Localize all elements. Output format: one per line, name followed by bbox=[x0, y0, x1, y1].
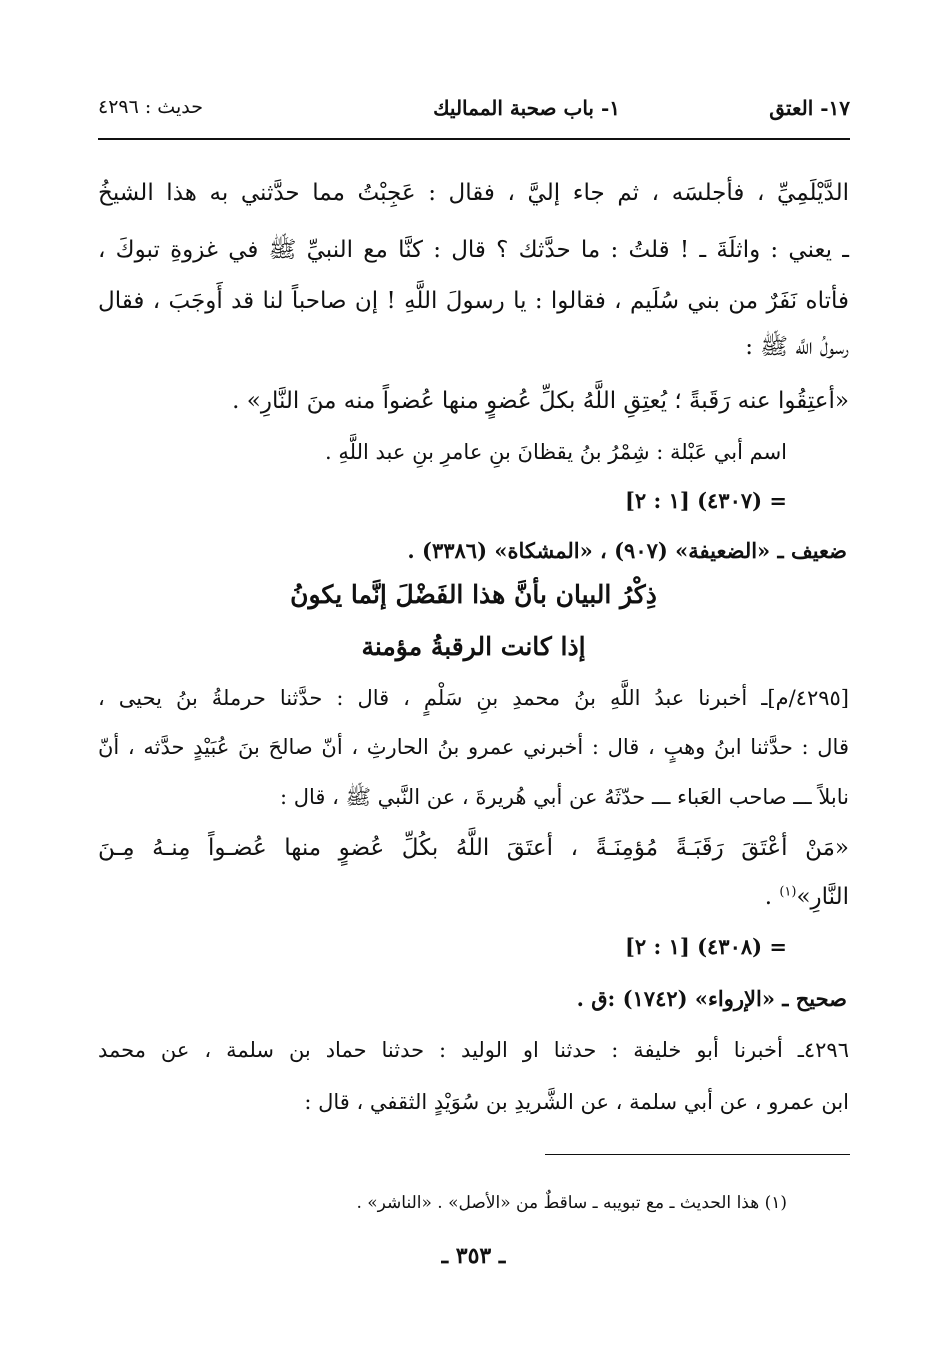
footnote-rule bbox=[545, 1154, 850, 1155]
text-line: نابلاً ـــ صاحب العَباء ـــ حدّثَهُ عن أبي هُريرةَ ، عن النَّبي ﷺ ، قال : bbox=[280, 785, 849, 809]
text-line: الدَّيْلَمِيِّ ، فأجلسَه ، ثم جاء إليَّ ، فقال : عَجِبْتُ مما حدَّثني به هذا الشيخُ bbox=[98, 180, 849, 206]
footnote-marker: (١) bbox=[779, 884, 797, 900]
page-number: ـ ٣٥٣ ـ bbox=[441, 1243, 506, 1269]
section-heading-line1: ذِكْرُ البيان بأنَّ هذا الفَضْلَ إنَّما يكونُ bbox=[290, 580, 657, 609]
grading-line: ضعيف ـ «الضعيفة» (٩٠٧) ، «المشكاة» (٣٣٨٦) . bbox=[407, 538, 847, 563]
quote-period: . bbox=[764, 884, 780, 910]
section-title: ١- باب صحبة المماليك bbox=[433, 96, 620, 120]
section-heading-line2: إذا كانت الرقبةُ مؤمنة bbox=[361, 632, 586, 661]
header-rule bbox=[98, 138, 850, 140]
text-line: قال : حدَّثنا ابنُ وهبٍ ، قال : أخبرني عمرو بنُ الحارثِ ، أنّ صالحَ بنَ عُبَيْدٍ حدَّثه ، أنّ bbox=[98, 735, 849, 759]
text-line: ـ يعني : واثلَةَ ـ ! قلتُ : ما حدَّثك ؟ قال : كنَّا مع النبيِّ ﷺ في غزوةِ تبوكَ ، bbox=[98, 237, 849, 263]
text-line: فأتاه نَفَرٌ من بني سُلَيم ، فقالوا : يا رسولَ اللَّهِ ! إن صاحباً لنا قد أَوجَبَ ، فقال bbox=[98, 288, 849, 314]
hadith-quote: «أعتِقُوا عنه رَقَبةً ؛ يُعتِقِ اللَّهُ بكلِّ عُضوٍ منها عُضواً منه منَ النَّارِ» . bbox=[232, 388, 849, 414]
hadith-number: حديث : ٤٢٩٦ bbox=[98, 96, 203, 118]
text-line: ٤٢٩٦ـ أخبرنا أبو خليفة : حدثنا او الوليد : حدثنا حماد بن سلمة ، عن محمد bbox=[98, 1038, 849, 1062]
cross-reference: = (٤٣٠٧) [١ : ٢] bbox=[624, 488, 787, 513]
chapter-title: ١٧- العتق bbox=[769, 96, 850, 120]
footnote: (١) هذا الحديث ـ مع تبويبه ـ ساقطٌ من «الأصل» . «الناشر» . bbox=[356, 1193, 787, 1213]
hadith-quote-end bbox=[765, 884, 849, 912]
running-header bbox=[98, 96, 850, 136]
text-line: [٤٢٩٥/م]ـ أخبرنا عبدُ اللَّهِ بنُ محمدِ بنِ سَلْمٍ ، قال : حدَّثنا حرملةُ بنُ يحيى ، bbox=[98, 686, 849, 710]
hadith-quote: «مَنْ أعْتَقَ رَقَبَـةً مُؤمِنَـةً ، أعتَقَ اللَّهُ بكُلِّ عُضوٍ منها عُضـواً مِنـهُ مِـنَ bbox=[98, 835, 849, 861]
narrator-note: اسم أبي عَبْلة : شِمْرُ بنُ يقظانَ بنِ عامرِ بنِ عبد اللَّهِ . bbox=[325, 440, 787, 464]
quote-text: النَّارِ» bbox=[796, 884, 849, 910]
cross-reference: = (٤٣٠٨) [١ : ٢] bbox=[624, 934, 787, 959]
text-line: رسولُ اللَّه ﷺ : bbox=[745, 334, 849, 360]
grading-line: صحيح ـ «الإرواء» (١٧٤٢) :ق . bbox=[576, 986, 847, 1011]
text-line: ابن عمرو ، عن أبي سلمة ، عن الشَّريدِ بن سُوَيْدٍ الثقفي ، قال : bbox=[304, 1090, 849, 1114]
